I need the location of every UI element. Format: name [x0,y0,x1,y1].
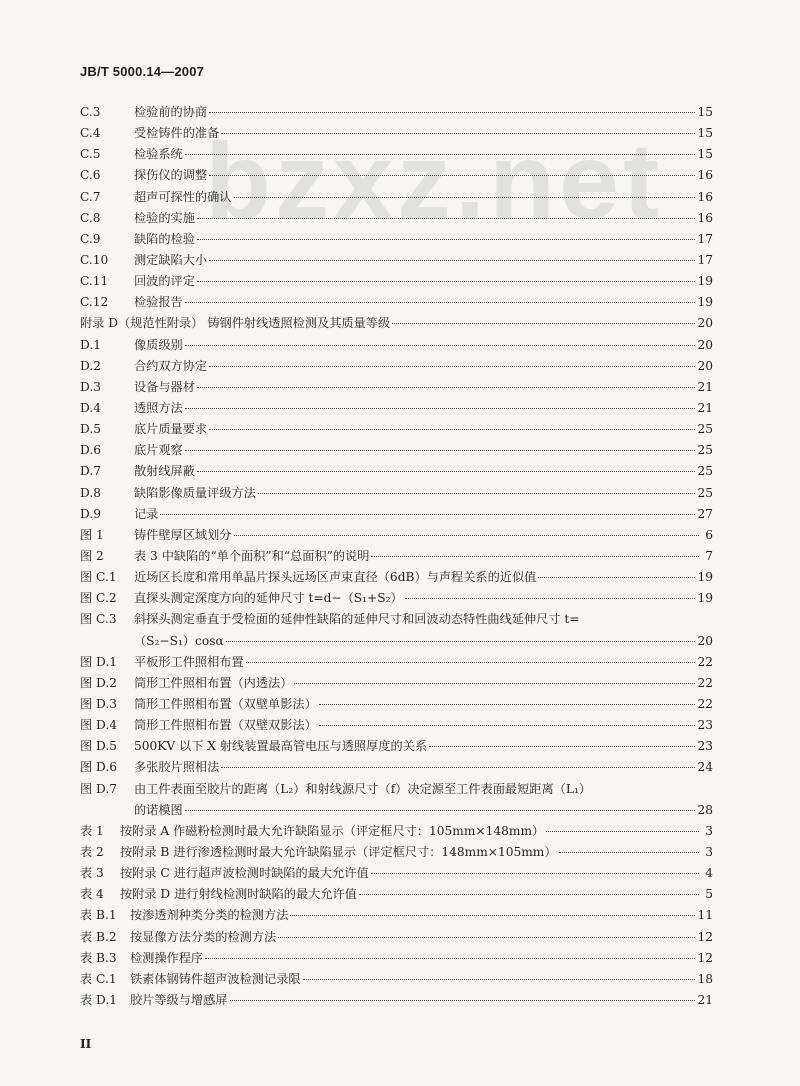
toc-entry-page: 21 [697,400,713,415]
toc-entry-title: 散射线屏蔽 [134,464,195,479]
standard-code-header: JB/T 5000.14—2007 [80,64,205,79]
toc-entry-number: 图 D.2 [80,675,118,690]
toc-leader-dots [246,661,696,663]
toc-entry-page: 21 [697,992,713,1007]
watermark-text: bzxz.net [205,120,664,241]
toc-entry[interactable] [80,123,713,144]
toc-entry-title: 检验的实施 [134,210,195,225]
toc-entry[interactable] [80,440,713,461]
toc-leader-dots [278,936,695,938]
toc-entry[interactable] [80,567,713,588]
toc-entry-page: 12 [697,950,713,965]
toc-leader-dots [290,914,695,916]
toc-entry-title: 筒形工件照相布置（双壁双影法） [134,718,317,733]
toc-entry[interactable] [80,927,713,948]
toc-entry-title: 受检铸件的准备 [134,126,220,141]
toc-entry-title: 检验系统 [134,147,183,162]
toc-leader-dots [185,301,696,303]
toc-entry-title: 按显像方法分类的检测方法 [130,929,277,944]
toc-entry-title: 缺陷影像质量评级方法 [134,485,256,500]
toc-entry[interactable] [80,694,713,715]
toc-entry-title: 胶片等级与增感屏 [130,992,228,1007]
toc-entry-number: 图 D.5 [80,739,118,754]
toc-entry[interactable] [80,419,713,440]
toc-entry-title: 直探头测定深度方向的延伸尺寸 t=d−（S₁+S₂） [134,591,403,606]
toc-leader-dots [429,745,695,747]
toc-leader-dots [209,428,695,430]
toc-entry-number: 附录 D（规范性附录） [80,316,204,331]
toc-entry-number: 图 D.1 [80,654,118,669]
toc-entry-number: C.12 [80,295,109,310]
toc-entry[interactable] [80,779,713,821]
toc-entry-page: 25 [697,443,713,458]
toc-entry-number: 表 B.1 [80,908,117,923]
toc-entry[interactable] [80,990,713,1011]
toc-entry[interactable] [80,588,713,609]
toc-leader-dots [221,766,695,768]
toc-entry[interactable] [80,948,713,969]
toc-entry-number: D.4 [80,400,101,415]
toc-entry-number: 表 4 [80,887,104,902]
toc-entry-title: 缺陷的检验 [134,231,195,246]
toc-entry-page: 6 [705,527,713,542]
toc-entry-page: 15 [697,147,713,162]
toc-entry-title: 测定缺陷大小 [134,252,208,267]
toc-entry-number: 图 1 [80,527,104,542]
toc-entry-number: C.7 [80,189,101,204]
toc-entry-number: 图 D.7 [80,781,118,796]
toc-leader-dots [371,555,699,557]
toc-entry-number: D.2 [80,358,101,373]
toc-entry-page: 20 [697,316,713,331]
toc-entry[interactable] [80,250,713,271]
toc-entry[interactable] [80,609,713,651]
toc-entry-page: 20 [697,633,713,648]
toc-entry-number: C.5 [80,147,101,162]
toc-entry[interactable] [80,102,713,123]
toc-entry[interactable] [80,483,713,504]
toc-entry-title: 近场区长度和常用单晶片探头远场区声束直径（6dB）与声程关系的近似值 [134,570,537,585]
toc-entry-title: 像质级别 [134,337,183,352]
toc-entry-number: 表 B.3 [80,950,117,965]
toc-entry-number: 图 D.4 [80,718,118,733]
toc-entry[interactable] [80,504,713,525]
toc-entry-title-continued: （S₂−S₁）cosα [134,633,224,648]
toc-entry[interactable] [80,229,713,250]
toc-entry-number: D.1 [80,337,101,352]
toc-entry-page: 5 [705,887,713,902]
toc-entry-page: 24 [697,760,713,775]
toc-entry[interactable] [80,905,713,926]
toc-leader-dots [185,449,696,451]
toc-entry-number: D.7 [80,464,101,479]
toc-entry[interactable] [80,863,713,884]
toc-leader-dots [209,174,695,176]
toc-entry-page: 25 [697,422,713,437]
page-number-footer: II [80,1037,92,1051]
toc-leader-dots [294,682,695,684]
toc-entry-number: 图 2 [80,548,104,563]
toc-entry-title: 铸钢件射线透照检测及其质量等级 [207,316,391,331]
toc-entry-page: 25 [697,464,713,479]
toc-entry-page: 15 [697,126,713,141]
toc-entry-title: 表 3 中缺陷的“单个面积”和“总面积”的说明 [134,548,370,563]
toc-entry-number: 表 3 [80,866,104,881]
toc-entry[interactable] [80,652,713,673]
toc-entry[interactable] [80,715,713,736]
toc-entry-title: 按附录 D 进行射线检测时缺陷的最大允许值 [120,887,357,902]
toc-entry-number: 表 D.1 [80,992,118,1007]
toc-leader-dots [160,513,695,515]
toc-entry-page: 22 [697,654,713,669]
toc-entry-number: 表 C.1 [80,971,117,986]
table-of-contents [80,102,713,1011]
toc-entry-number: C.3 [80,105,101,119]
toc-entry-number: C.6 [80,168,101,183]
toc-leader-dots [234,196,696,198]
toc-entry-page: 22 [697,675,713,690]
toc-entry-page: 23 [697,739,713,754]
toc-entry-number: 表 1 [80,823,104,838]
toc-entry-title: 按渗透剂种类分类的检测方法 [130,908,289,923]
toc-entry-title: 透照方法 [134,400,183,415]
toc-entry[interactable] [80,461,713,482]
toc-entry-page: 20 [697,337,713,352]
toc-leader-dots [197,386,696,388]
toc-entry[interactable] [80,525,713,546]
toc-entry-title: 设备与器材 [134,379,195,394]
toc-leader-dots [230,999,696,1001]
toc-leader-dots [392,322,695,324]
toc-entry[interactable] [80,271,713,292]
toc-leader-dots [197,217,696,219]
toc-entry-title: 铁素体钢铸件超声波检测记录限 [130,971,301,986]
toc-entry-page: 11 [697,908,713,923]
toc-entry[interactable] [80,356,713,377]
toc-entry-page: 17 [697,231,713,246]
toc-leader-dots [197,238,696,240]
toc-entry[interactable] [80,187,713,208]
toc-entry[interactable] [80,313,713,334]
toc-entry-title: 回波的评定 [134,274,195,289]
toc-entry-title: 检验前的协商 [134,105,208,119]
toc-entry-page: 22 [697,696,713,711]
toc-entry-title: 筒形工件照相布置（双壁单影法） [134,696,317,711]
toc-entry-title: 500KV 以下 X 射线装置最高管电压与透照厚度的关系 [134,739,428,754]
toc-entry-title: 底片质量要求 [134,422,208,437]
toc-entry-page: 23 [697,718,713,733]
toc-entry-page: 16 [697,168,713,183]
toc-entry[interactable] [80,736,713,757]
toc-entry[interactable] [80,208,713,229]
toc-entry[interactable] [80,969,713,990]
toc-entry[interactable] [80,398,713,419]
toc-leader-dots [258,492,696,494]
toc-leader-dots [371,872,699,874]
toc-entry-page: 20 [697,358,713,373]
toc-entry[interactable] [80,335,713,356]
toc-entry[interactable] [80,292,713,313]
toc-entry-page: 27 [697,506,713,521]
toc-entry-page: 15 [697,105,713,119]
toc-entry-number: 图 C.3 [80,612,117,627]
toc-entry-number: 图 C.1 [80,570,117,585]
toc-entry[interactable] [80,821,713,842]
toc-entry-title: 由工件表面至胶片的距离（L₂）和射线源尺寸（f）决定源至工件表面最短距离（L₁） [134,781,592,796]
toc-entry-page: 19 [697,591,713,606]
toc-entry-page: 25 [697,485,713,500]
toc-entry-page: 3 [705,844,713,859]
toc-entry[interactable] [80,144,713,165]
toc-entry[interactable] [80,673,713,694]
toc-entry-page: 16 [697,189,713,204]
toc-entry-page: 19 [697,274,713,289]
toc-entry-number: 表 2 [80,844,104,859]
toc-leader-dots [197,280,696,282]
toc-entry-title: 合约双方协定 [134,358,208,373]
toc-leader-dots [303,978,696,980]
toc-entry[interactable] [80,165,713,186]
toc-entry-number: 图 D.3 [80,696,118,711]
toc-leader-dots [209,365,695,367]
toc-entry-page: 19 [697,295,713,310]
toc-entry-title: 斜探头测定垂直于受检面的延伸性缺陷的延伸尺寸和回波动态特性曲线延伸尺寸 t= [134,612,580,627]
toc-entry-title-continued: 的诺模图 [134,802,183,817]
toc-leader-dots [185,153,696,155]
toc-entry[interactable] [80,842,713,863]
toc-entry[interactable] [80,377,713,398]
toc-leader-dots [185,407,696,409]
toc-entry-number: C.9 [80,231,101,246]
toc-entry-page: 7 [705,548,713,563]
toc-entry-page: 12 [697,929,713,944]
toc-leader-dots [185,809,696,811]
toc-entry-page: 3 [705,823,713,838]
toc-entry-number: 图 D.6 [80,760,118,775]
toc-entry-number: C.11 [80,274,109,289]
toc-entry-page: 17 [697,252,713,267]
toc-entry-page: 28 [697,802,713,817]
toc-entry[interactable] [80,884,713,905]
toc-entry-number: D.9 [80,506,101,521]
toc-entry-title: 按附录 B 进行渗透检测时最大允许缺陷显示（评定框尺寸：148mm×105mm） [120,844,557,859]
toc-entry-page: 19 [697,570,713,585]
toc-entry-number: C.10 [80,252,109,267]
toc-leader-dots [197,470,696,472]
toc-leader-dots [234,534,700,536]
toc-entry-title: 多张胶片照相法 [134,760,220,775]
toc-leader-dots [546,830,699,832]
toc-leader-dots [205,957,695,959]
toc-entry-number: D.6 [80,443,101,458]
toc-entry-number: D.3 [80,379,101,394]
toc-entry-title: 检验报告 [134,295,183,310]
toc-leader-dots [359,893,699,895]
toc-entry-number: C.8 [80,210,101,225]
toc-entry-number: D.8 [80,485,101,500]
toc-entry-title: 按附录 C 进行超声波检测时缺陷的最大允许值 [120,866,369,881]
toc-entry-title: 按附录 A 作磁粉检测时最大允许缺陷显示（评定框尺寸：105mm×148mm） [120,823,545,838]
toc-leader-dots [185,344,696,346]
toc-entry-page: 4 [705,866,713,881]
toc-entry-title: 底片观察 [134,443,183,458]
toc-entry[interactable] [80,757,713,778]
toc-leader-dots [319,724,696,726]
toc-leader-dots [559,851,699,853]
toc-entry-number: D.5 [80,422,101,437]
toc-entry-number: C.4 [80,126,101,141]
toc-entry-number: 表 B.2 [80,929,117,944]
toc-entry-title: 筒形工件照相布置（内透法） [134,675,293,690]
toc-leader-dots [209,259,695,261]
toc-leader-dots [319,703,696,705]
toc-leader-dots [209,111,695,113]
toc-entry-page: 21 [697,379,713,394]
toc-entry-title: 铸件壁厚区域划分 [134,527,232,542]
toc-entry[interactable] [80,546,713,567]
toc-leader-dots [226,640,696,642]
toc-entry-title: 超声可探性的确认 [134,189,232,204]
toc-entry-number: 图 C.2 [80,591,117,606]
toc-entry-title: 记录 [134,506,159,521]
toc-entry-title: 平板形工件照相布置 [134,654,244,669]
toc-entry-title: 探伤仪的调整 [134,168,208,183]
toc-entry-page: 16 [697,210,713,225]
toc-leader-dots [405,597,696,599]
toc-entry-page: 18 [697,971,713,986]
toc-entry-title: 检测操作程序 [130,950,204,965]
toc-leader-dots [221,132,695,134]
toc-leader-dots [538,576,695,578]
